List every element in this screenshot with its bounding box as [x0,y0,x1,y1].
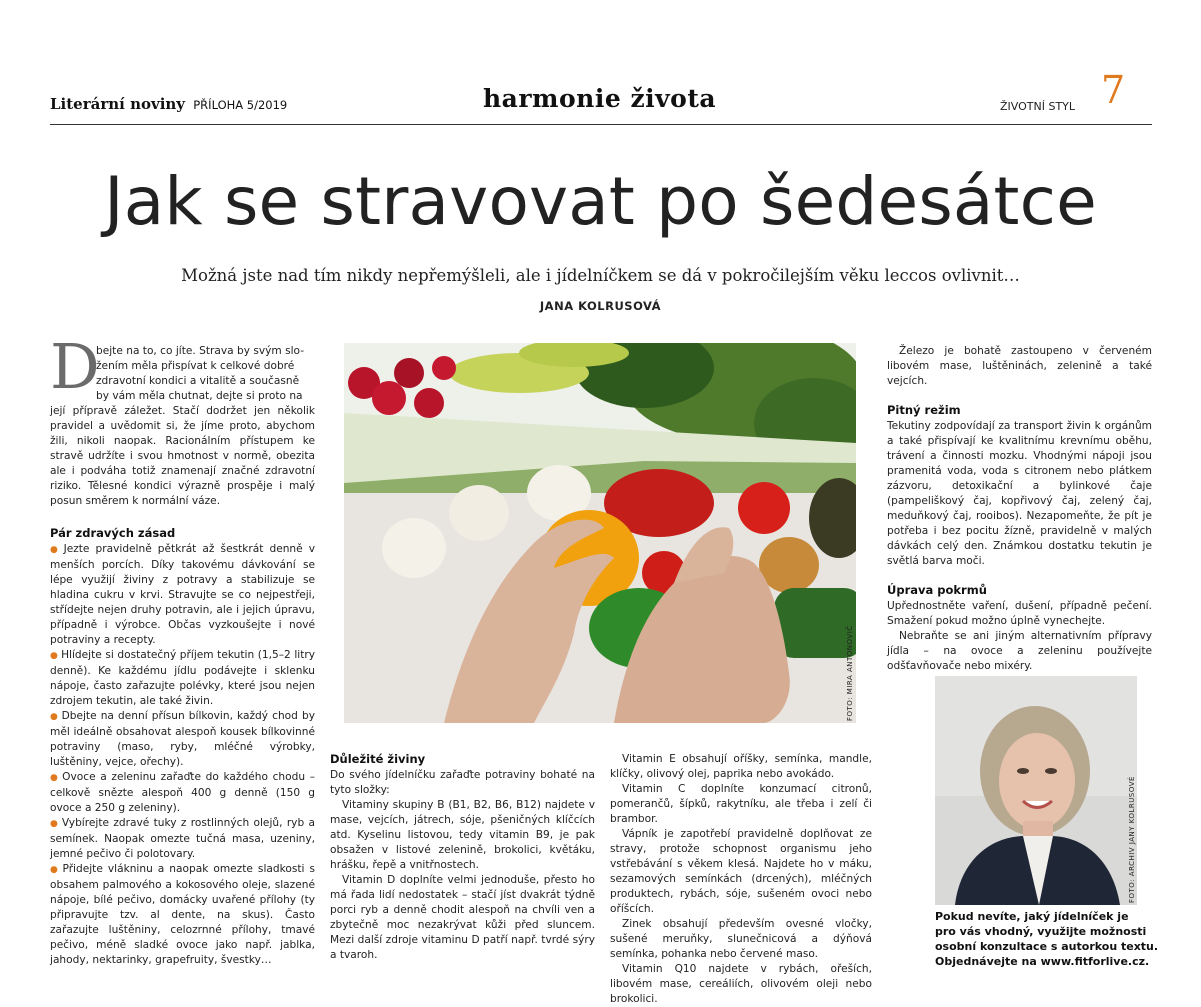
supplement-label: PŘÍLOHA 5/2019 [193,98,288,112]
page-number: 7 [1101,68,1126,112]
article-subtitle: Možná jste nad tím nikdy nepřemýšleli, ale i jídelníčkem se dá v pokročilejším věku leccos ovlivnit… [181,266,1020,285]
bullet-icon: ● [50,545,61,555]
article-author: JANA KOLRUSOVÁ [539,299,662,313]
vitamin-b-paragraph: Vitaminy skupiny B (B1, B2, B6, B12) najdete v mase, vejcích, játrech, sóje, pšeničných klíčcích atd. Kyselinu listovou, tedy vitamin B9, je pak obsažen v listové zelenině, brokolici, květáku, hrášku, řepě a vnitřnostech. [330,799,595,871]
intro-paragraph [50,344,315,509]
iron-paragraph: Železo je bohatě zastoupeno v červeném libovém mase, luštěninách, zelenině a také vejcích. [887,345,1152,387]
intro-line: bejte na to, co jíte. Strava by svým slo- [96,345,305,357]
bullet-icon: ● [50,773,60,783]
intro-line: zdravotní kondici a vitalitě a současně [96,375,300,387]
publication-name [50,95,287,113]
photo-credit: FOTO: MIRA ANTONOVIČ [846,625,854,721]
drinking-paragraph: Tekutiny zodpovídají za transport živin k orgánům a také přispívají ke kvalitnímu krevnímu oběhu, trávení a činnosti mozku. Vhodnými nápoji jsou pramenitá voda, voda s citronem nebo plátkem zázvoru, detoxikační a bylinkové čaje (pampeliškový čaj, kopřivový čaj, zelený čaj, meduňkový čaj, rooibos). Nezapomeňte, že pít je potřeba i bez pocitu žízně, pravidelně v malých dávkách celý den. Známkou dostatku tekutin je světlá barva moči. [887,420,1152,567]
rule-item: ● Jezte pravidelně pětkrát až šestkrát denně v menších porcích. Díky takovému dávkování se lépe využijí živiny z potravy a stabilizuje se hladina cukru v krvi. Stravujte se co nejpestřeji, střídejte nejen druhy potravin, ale i jejich úpravu, případně i výrobce. Občas vyzkoušejte i nové potraviny a recepty. [50,543,316,646]
calcium-paragraph: Vápník je zapotřebí pravidelně doplňovat ze stravy, protože schopnost organismu jeho vstřebávání s věkem klesá. Najdete ho v máku, sezamových semínkách (drcených), mléčných produktech, rybách, sóje, sušeném ovoci nebo oříšcích. [610,828,872,915]
q10-paragraph: Vitamin Q10 najdete v rybách, ořeších, libovém mase, cereáliích, olivovém oleji nebo brokolici. [610,963,872,1005]
bullet-icon: ● [50,712,59,722]
bullet-icon: ● [50,865,60,875]
caption-line: pro vás vhodný, využijte možnosti [935,925,1147,938]
vitamin-e-paragraph: Vitamin E obsahují oříšky, semínka, mandle, klíčky, olivový olej, paprika nebo avokádo. [610,753,872,780]
caption-line: Objednávejte na www.fitforlive.cz. [935,955,1150,968]
rules-heading: Pár zdravých zásad [50,526,176,540]
vegetables-photo [344,343,856,723]
vitamins-column [610,752,872,1007]
cooking-paragraph: Upřednostněte vaření, dušení, případně pečení. Smažení pokud možno úplně vynechejte. [887,600,1152,627]
rule-item: ● Hlídejte si dostatečný příjem tekutin (1,5–2 litry denně). Ke každému jídlu podávejte i sklenku nápoje, často zařazujte polévky, které jsou nejen zdrojem tekutin, ale také živin. [50,649,315,707]
nutrients-column [330,752,595,963]
rule-item: ● Dbejte na denní přísun bílkovin, každý chod by měl ideálně obsahovat alespoň kousek bílkovinné potraviny (maso, ryby, mléčné výrobky, luštěniny, vejce, ořechy). [50,710,315,768]
portrait-illustration [935,676,1137,905]
nutrients-heading: Důležité živiny [330,752,426,766]
nutrients-intro: Do svého jídelníčku zařaďte potraviny bohaté na tyto složky: [330,769,595,796]
caption-line: Pokud nevíte, jaký jídelníček je [935,910,1129,923]
article-title: Jak se stravovat po šedesátce [104,163,1097,240]
intro-line: by vám měla chutnat, dejte si proto na [96,390,303,402]
vitamin-d-paragraph: Vitamin D doplníte velmi jednoduše, přesto ho má řada lidí nedostatek – stačí jíst dvakrát týdně porci ryb a denně chodit alespoň na chvíli ven a zbytečně moc nezakrývat kůži před sluncem. Mezi další zdroje vitaminu D patří např. tvrdé sýry a tvaroh. [330,874,595,961]
portrait-caption [935,909,1158,969]
rule-item: ● Ovoce a zeleninu zařaďte do každého chodu – celkově snězte alespoň 400 g denně (150 g ovoce a 250 g zeleniny). [50,771,315,814]
rubric-label: ŽIVOTNÍ STYL [1000,100,1076,113]
cooking-paragraph-2: Nebraňte se ani jiným alternativním přípravy jídla – na ovoce a zeleninu používejte odšťavňovače nebo mixéry. [887,630,1152,672]
bullet-icon: ● [50,819,59,829]
publication-title: Literární noviny [50,95,186,113]
author-portrait [935,676,1137,905]
drop-cap: D [50,330,100,403]
intro-line: žením měla přispívat k celkové dobré [96,360,295,372]
intro-text: její přípravě záležet. Stačí dodržet jen několik pravidel a uvědomit si, že jíme proto, abychom žili, nikoli naopak. Racionálním přístupem ke stravě udržíte i svou hmotnost v normě, obezita ale i podváha totiž znamenají značné zdravotní riziko. Tělesné kondici výrazně prospěje i malý posun směrem k normální váze. [50,405,315,507]
bullet-icon: ● [50,651,59,661]
rules-column [50,520,315,968]
header-rule [50,124,1152,125]
rule-item: ● Přidejte vlákninu a naopak omezte sladkosti s obsahem palmového a kokosového oleje, slazené nápoje, bílé pečivo, domácky uvařené přílohy (ty připravujte tzv. al dente, na skus). Často zařazujte luštěniny, celozrnné přílohy, tmavé pečivo, méně sladké ovoce jako např. jablka, jahody, nektarinky, grapefruity, švestky… [50,863,315,966]
vegetables-illustration [344,343,856,723]
vitamin-c-paragraph: Vitamin C doplníte konzumací citronů, pomerančů, šípků, rakytníku, ale třeba i zelí či brambor. [610,783,872,825]
cooking-heading: Úprava pokrmů [887,583,987,597]
caption-line: osobní konzultace s autorkou textu. [935,940,1159,953]
portrait-credit: FOTO: ARCHIV JANY KOLRUSOVÉ [1128,776,1136,903]
drinking-column [887,344,1152,674]
drinking-heading: Pitný režim [887,403,961,417]
zinc-paragraph: Zinek obsahují především ovesné vločky, sušené meruňky, slunečnicová a dýňová semínka, pohanka nebo červené maso. [610,918,872,960]
rule-item: ● Vybírejte zdravé tuky z rostlinných olejů, ryb a semínek. Naopak omezte tučná masa, uzeniny, jemné pečivo či polotovary. [50,817,316,860]
section-title: harmonie života [483,84,717,113]
